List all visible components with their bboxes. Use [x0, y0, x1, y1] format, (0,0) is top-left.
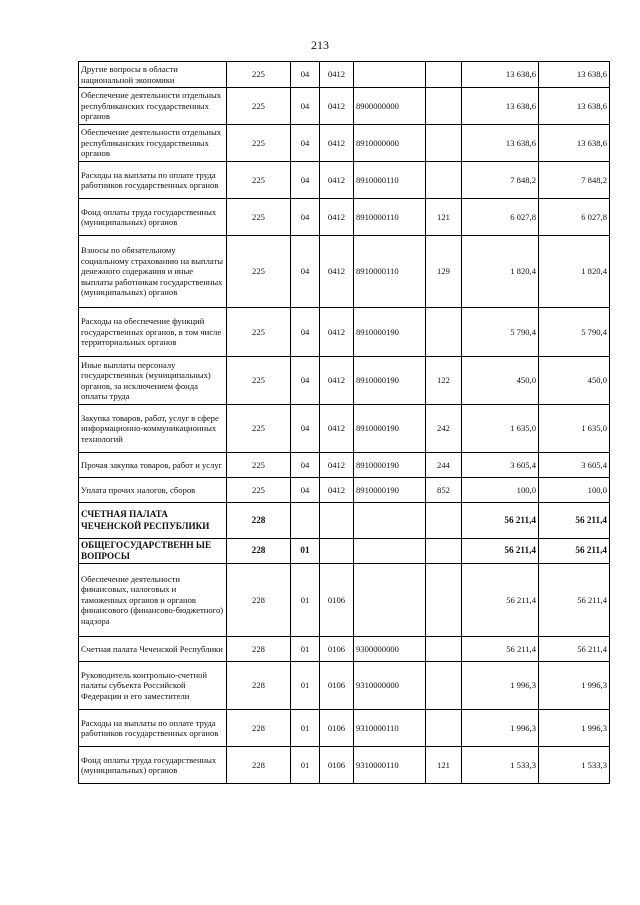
row-amount-2: 56 211,4 — [539, 637, 610, 662]
table-row — [79, 88, 610, 125]
row-target-article — [354, 503, 426, 539]
row-target-article: 9310000110 — [354, 710, 426, 747]
row-section-code: 04 — [291, 125, 320, 162]
row-target-article: 8910000190 — [354, 405, 426, 453]
row-section-code: 01 — [291, 637, 320, 662]
table-row — [79, 236, 610, 308]
table-row — [79, 637, 610, 662]
row-ministry-code: 225 — [227, 453, 291, 478]
row-expense-type: 244 — [426, 453, 462, 478]
row-subsection-code: 0106 — [320, 637, 354, 662]
row-name: ОБЩЕГОСУДАРСТВЕНН ЫЕ ВОПРОСЫ — [79, 539, 227, 564]
row-expense-type: 242 — [426, 405, 462, 453]
row-amount-2: 13 638,6 — [539, 125, 610, 162]
row-amount-1: 1 996,3 — [462, 662, 539, 710]
row-ministry-code: 225 — [227, 236, 291, 308]
row-subsection-code: 0412 — [320, 88, 354, 125]
row-amount-2: 3 605,4 — [539, 453, 610, 478]
row-expense-type — [426, 637, 462, 662]
table-row — [79, 503, 610, 539]
row-amount-2: 56 211,4 — [539, 503, 610, 539]
row-target-article — [354, 564, 426, 637]
row-ministry-code: 225 — [227, 162, 291, 199]
row-amount-1: 13 638,6 — [462, 125, 539, 162]
row-target-article: 9300000000 — [354, 637, 426, 662]
row-expense-type — [426, 62, 462, 88]
row-section-code: 01 — [291, 564, 320, 637]
table-row — [79, 453, 610, 478]
row-name: Руководитель контрольно-счетной палаты субъекта Российской Федерации и его заместители — [79, 662, 227, 710]
row-name: Расходы на выплаты по оплате труда работников государственных органов — [79, 710, 227, 747]
budget-table — [78, 61, 610, 784]
row-name: Уплата прочих налогов, сборов — [79, 478, 227, 503]
row-amount-1: 1 820,4 — [462, 236, 539, 308]
row-section-code: 04 — [291, 62, 320, 88]
row-amount-2: 1 996,3 — [539, 710, 610, 747]
table-row — [79, 539, 610, 564]
row-expense-type — [426, 662, 462, 710]
row-section-code: 04 — [291, 405, 320, 453]
row-amount-2: 1 996,3 — [539, 662, 610, 710]
row-expense-type — [426, 162, 462, 199]
row-ministry-code: 225 — [227, 62, 291, 88]
row-expense-type — [426, 125, 462, 162]
row-target-article: 8910000110 — [354, 199, 426, 236]
row-amount-1: 3 605,4 — [462, 453, 539, 478]
table-row — [79, 747, 610, 784]
row-name: Другие вопросы в области национальной экономики — [79, 62, 227, 88]
row-name: Счетная палата Чеченской Республики — [79, 637, 227, 662]
table-row — [79, 199, 610, 236]
row-target-article: 8910000000 — [354, 125, 426, 162]
row-ministry-code: 225 — [227, 199, 291, 236]
row-expense-type: 852 — [426, 478, 462, 503]
row-amount-2: 13 638,6 — [539, 88, 610, 125]
row-expense-type: 122 — [426, 357, 462, 405]
row-amount-1: 5 790,4 — [462, 308, 539, 357]
row-expense-type — [426, 564, 462, 637]
table-row — [79, 564, 610, 637]
row-subsection-code: 0412 — [320, 162, 354, 199]
row-expense-type: 129 — [426, 236, 462, 308]
row-amount-1: 56 211,4 — [462, 539, 539, 564]
row-subsection-code: 0412 — [320, 236, 354, 308]
row-name: Фонд оплаты труда государственных (муниципальных) органов — [79, 747, 227, 784]
row-amount-2: 56 211,4 — [539, 539, 610, 564]
row-ministry-code: 225 — [227, 478, 291, 503]
row-name: Фонд оплаты труда государственных (муниципальных) органов — [79, 199, 227, 236]
row-amount-2: 1 533,3 — [539, 747, 610, 784]
row-target-article: 8900000000 — [354, 88, 426, 125]
row-ministry-code: 225 — [227, 405, 291, 453]
row-name: Расходы на выплаты по оплате труда работников государственных органов — [79, 162, 227, 199]
row-subsection-code: 0412 — [320, 62, 354, 88]
row-target-article: 8910000190 — [354, 308, 426, 357]
row-subsection-code: 0412 — [320, 478, 354, 503]
row-ministry-code: 228 — [227, 710, 291, 747]
row-amount-1: 56 211,4 — [462, 503, 539, 539]
row-name: Прочая закупка товаров, работ и услуг — [79, 453, 227, 478]
row-target-article: 8910000190 — [354, 478, 426, 503]
row-section-code: 04 — [291, 478, 320, 503]
row-amount-1: 1 533,3 — [462, 747, 539, 784]
row-subsection-code: 0106 — [320, 662, 354, 710]
row-amount-2: 5 790,4 — [539, 308, 610, 357]
row-target-article: 8910000190 — [354, 453, 426, 478]
row-section-code: 01 — [291, 710, 320, 747]
row-subsection-code — [320, 539, 354, 564]
row-target-article — [354, 62, 426, 88]
row-expense-type — [426, 88, 462, 125]
row-section-code: 04 — [291, 199, 320, 236]
row-ministry-code: 228 — [227, 503, 291, 539]
row-expense-type — [426, 308, 462, 357]
row-amount-2: 1 820,4 — [539, 236, 610, 308]
row-target-article — [354, 539, 426, 564]
row-section-code: 04 — [291, 357, 320, 405]
row-subsection-code — [320, 503, 354, 539]
row-section-code: 04 — [291, 162, 320, 199]
row-ministry-code: 225 — [227, 125, 291, 162]
row-subsection-code: 0412 — [320, 308, 354, 357]
row-ministry-code: 228 — [227, 539, 291, 564]
row-section-code: 01 — [291, 662, 320, 710]
row-amount-2: 7 848,2 — [539, 162, 610, 199]
row-amount-1: 1 996,3 — [462, 710, 539, 747]
row-name: Обеспечение деятельности финансовых, налоговых и таможенных органов и органов финансового (финансово-бюджетного) надзора — [79, 564, 227, 637]
row-amount-2: 450,0 — [539, 357, 610, 405]
row-amount-2: 13 638,6 — [539, 62, 610, 88]
row-ministry-code: 228 — [227, 747, 291, 784]
row-ministry-code: 228 — [227, 564, 291, 637]
row-section-code — [291, 503, 320, 539]
row-name: Обеспечение деятельности отдельных республиканских государственных органов — [79, 88, 227, 125]
row-target-article: 9310000110 — [354, 747, 426, 784]
row-ministry-code: 228 — [227, 637, 291, 662]
row-section-code: 04 — [291, 453, 320, 478]
row-name: Иные выплаты персоналу государственных (муниципальных) органов, за исключением фонда оплаты труда — [79, 357, 227, 405]
row-amount-2: 1 635,0 — [539, 405, 610, 453]
row-amount-1: 6 027,8 — [462, 199, 539, 236]
row-subsection-code: 0412 — [320, 199, 354, 236]
row-ministry-code: 225 — [227, 357, 291, 405]
row-amount-1: 56 211,4 — [462, 637, 539, 662]
row-section-code: 04 — [291, 308, 320, 357]
page-number: 213 — [311, 38, 329, 52]
table-row — [79, 405, 610, 453]
row-section-code: 04 — [291, 236, 320, 308]
row-amount-2: 6 027,8 — [539, 199, 610, 236]
table-row — [79, 308, 610, 357]
row-target-article: 8910000190 — [354, 357, 426, 405]
table-row — [79, 662, 610, 710]
row-expense-type: 121 — [426, 747, 462, 784]
row-subsection-code: 0412 — [320, 357, 354, 405]
row-amount-2: 100,0 — [539, 478, 610, 503]
row-ministry-code: 228 — [227, 662, 291, 710]
row-amount-1: 100,0 — [462, 478, 539, 503]
row-amount-1: 7 848,2 — [462, 162, 539, 199]
table-row — [79, 62, 610, 88]
row-name: Закупка товаров, работ, услуг в сфере информационно-коммуникационных технологий — [79, 405, 227, 453]
row-amount-1: 56 211,4 — [462, 564, 539, 637]
row-amount-1: 1 635,0 — [462, 405, 539, 453]
row-expense-type: 121 — [426, 199, 462, 236]
row-expense-type — [426, 503, 462, 539]
row-amount-1: 13 638,6 — [462, 88, 539, 125]
table-row — [79, 710, 610, 747]
row-section-code: 01 — [291, 747, 320, 784]
row-ministry-code: 225 — [227, 88, 291, 125]
row-name: Взносы по обязательному социальному страхованию на выплаты денежного содержания и иные выплаты работникам государственных (муниципальных) органов — [79, 236, 227, 308]
row-amount-2: 56 211,4 — [539, 564, 610, 637]
row-section-code: 01 — [291, 539, 320, 564]
row-expense-type — [426, 539, 462, 564]
row-name: СЧЕТНАЯ ПАЛАТА ЧЕЧЕНСКОЙ РЕСПУБЛИКИ — [79, 503, 227, 539]
row-subsection-code: 0106 — [320, 710, 354, 747]
row-expense-type — [426, 710, 462, 747]
row-subsection-code: 0412 — [320, 405, 354, 453]
row-name: Обеспечение деятельности отдельных республиканских государственных органов — [79, 125, 227, 162]
row-amount-1: 13 638,6 — [462, 62, 539, 88]
row-amount-1: 450,0 — [462, 357, 539, 405]
row-subsection-code: 0412 — [320, 125, 354, 162]
table-row — [79, 125, 610, 162]
row-subsection-code: 0412 — [320, 453, 354, 478]
row-subsection-code: 0106 — [320, 564, 354, 637]
row-subsection-code: 0106 — [320, 747, 354, 784]
table-row — [79, 162, 610, 199]
table-row — [79, 478, 610, 503]
table-row — [79, 357, 610, 405]
row-target-article: 9310000000 — [354, 662, 426, 710]
row-name: Расходы на обеспечение функций государственных органов, в том числе территориальных органов — [79, 308, 227, 357]
row-target-article: 8910000110 — [354, 236, 426, 308]
row-target-article: 8910000110 — [354, 162, 426, 199]
row-ministry-code: 225 — [227, 308, 291, 357]
row-section-code: 04 — [291, 88, 320, 125]
